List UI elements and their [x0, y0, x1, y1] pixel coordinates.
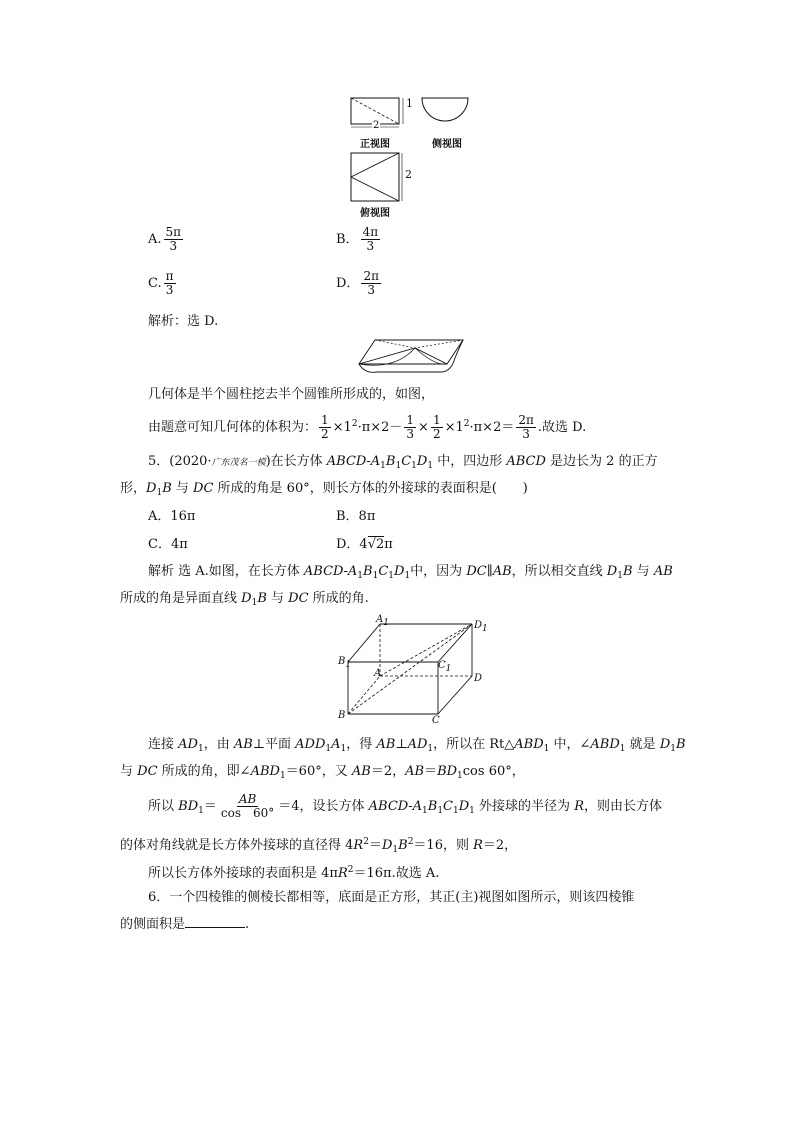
- q5-line1: 5．(2020·广东茂名一模)在长方体 ABCD-$A_1B_1C_1D_1$ 中，四边形 ABCD 是边长为 2 的正方: [148, 454, 658, 471]
- half-cylinder-figure: [355, 336, 467, 376]
- label-d1: $D_1$: [474, 620, 488, 634]
- q4-option-b: B． $\frac{4\pi}{3}$: [336, 225, 379, 253]
- q5-solution-line3: 连接 $AD_1$，由 AB⊥平面 $ADD_1A_1$，得 $AB\perp AD_1$，所以在 $Rt\triangle ABD_1$ 中，$\angle ABD_1$ 就是 $D_1B$: [148, 737, 686, 754]
- three-view-figure: [340, 92, 480, 222]
- q4-solution-line3: 由题意可知几何体的体积为： $\frac{1}{2}$ $\times 1^2\cdot\pi\times 2-$ $\frac{1}{3}$ × $\frac{1}{2}$ $\times 1^2\cdot\pi\times 2=$ $\frac{2\pi}{3}$ .故选 D.: [148, 413, 587, 441]
- dim-2-top-label: 2: [405, 168, 412, 181]
- front-view-label: 正视图: [360, 139, 390, 150]
- answer-blank[interactable]: [185, 915, 245, 928]
- side-view-label: 侧视图: [432, 139, 462, 150]
- label-c: C: [432, 715, 440, 726]
- q5-solution-line7: 所以长方体外接球的表面积是 $4\pi R^2=16\pi$.故选 A.: [148, 865, 440, 881]
- q6-line1: 6．一个四棱锥的侧棱长都相等，底面是正方形，其正(主)视图如图所示，则该四棱锥: [148, 890, 635, 905]
- q4-option-a: A. $\frac{5\pi}{3}$: [148, 225, 182, 253]
- q5-option-b: B．8π: [336, 509, 376, 524]
- q5-option-d: D．4√2π: [336, 537, 393, 552]
- q5-solution-line4: 与 DC 所成的角，即$\angle ABD_1=60^\circ$，又 AB＝2，$AB=BD_1\cos$ 60°，: [120, 764, 525, 781]
- label-c1: $C_1$: [438, 660, 452, 674]
- q6-line2: 的侧面积是 .: [120, 917, 250, 932]
- q5-solution-line6: 的体对角线就是长方体外接球的直径得 $4R^2=D_1B^2=16$，则 R＝2，: [120, 837, 518, 855]
- side-view: [422, 98, 468, 121]
- label-b1: $B_1$: [338, 656, 352, 670]
- label-a1: $A_1$: [376, 614, 389, 628]
- dim-2-front-label: 2: [373, 120, 380, 131]
- q4-solution-line1: 解析：选 D.: [148, 314, 219, 329]
- q5-option-a: A．16π: [148, 509, 196, 524]
- cuboid-figure: [332, 610, 492, 732]
- q5-option-c: C．4π: [148, 537, 188, 552]
- dim-1-label: 1: [406, 97, 413, 110]
- label-b: B: [338, 710, 346, 721]
- q5-line2: 形，$D_1B$ 与 DC 所成的角是 60°，则长方体的外接球的表面积是( ): [120, 481, 528, 498]
- label-d: D: [474, 673, 483, 684]
- q5-solution-line1: 解析 选 A.如图，在长方体 ABCD-$A_1B_1C_1D_1$中，因为 DC∥AB，所以相交直线 $D_1B$ 与 AB: [148, 564, 673, 581]
- label-a: A: [374, 668, 382, 679]
- q4-solution-line2: 几何体是半个圆柱挖去半个圆锥所形成的，如图，: [148, 387, 435, 402]
- q4-option-d: D． $\frac{2\pi}{3}$: [336, 269, 379, 297]
- top-view-label: 俯视图: [360, 208, 390, 219]
- q4-option-c: C. $\frac{\pi}{3}$: [148, 269, 174, 297]
- q5-solution-line5: 所以 $BD_1=$ $\frac{AB}{\cos 60^\circ}$ ＝4，设长方体 ABCD-$A_1B_1C_1D_1$ 外接球的半径为 R，则由长方体: [148, 792, 662, 820]
- top-view: [351, 153, 402, 201]
- q5-solution-line2: 所成的角是异面直线 $D_1B$ 与 DC 所成的角.: [120, 591, 369, 608]
